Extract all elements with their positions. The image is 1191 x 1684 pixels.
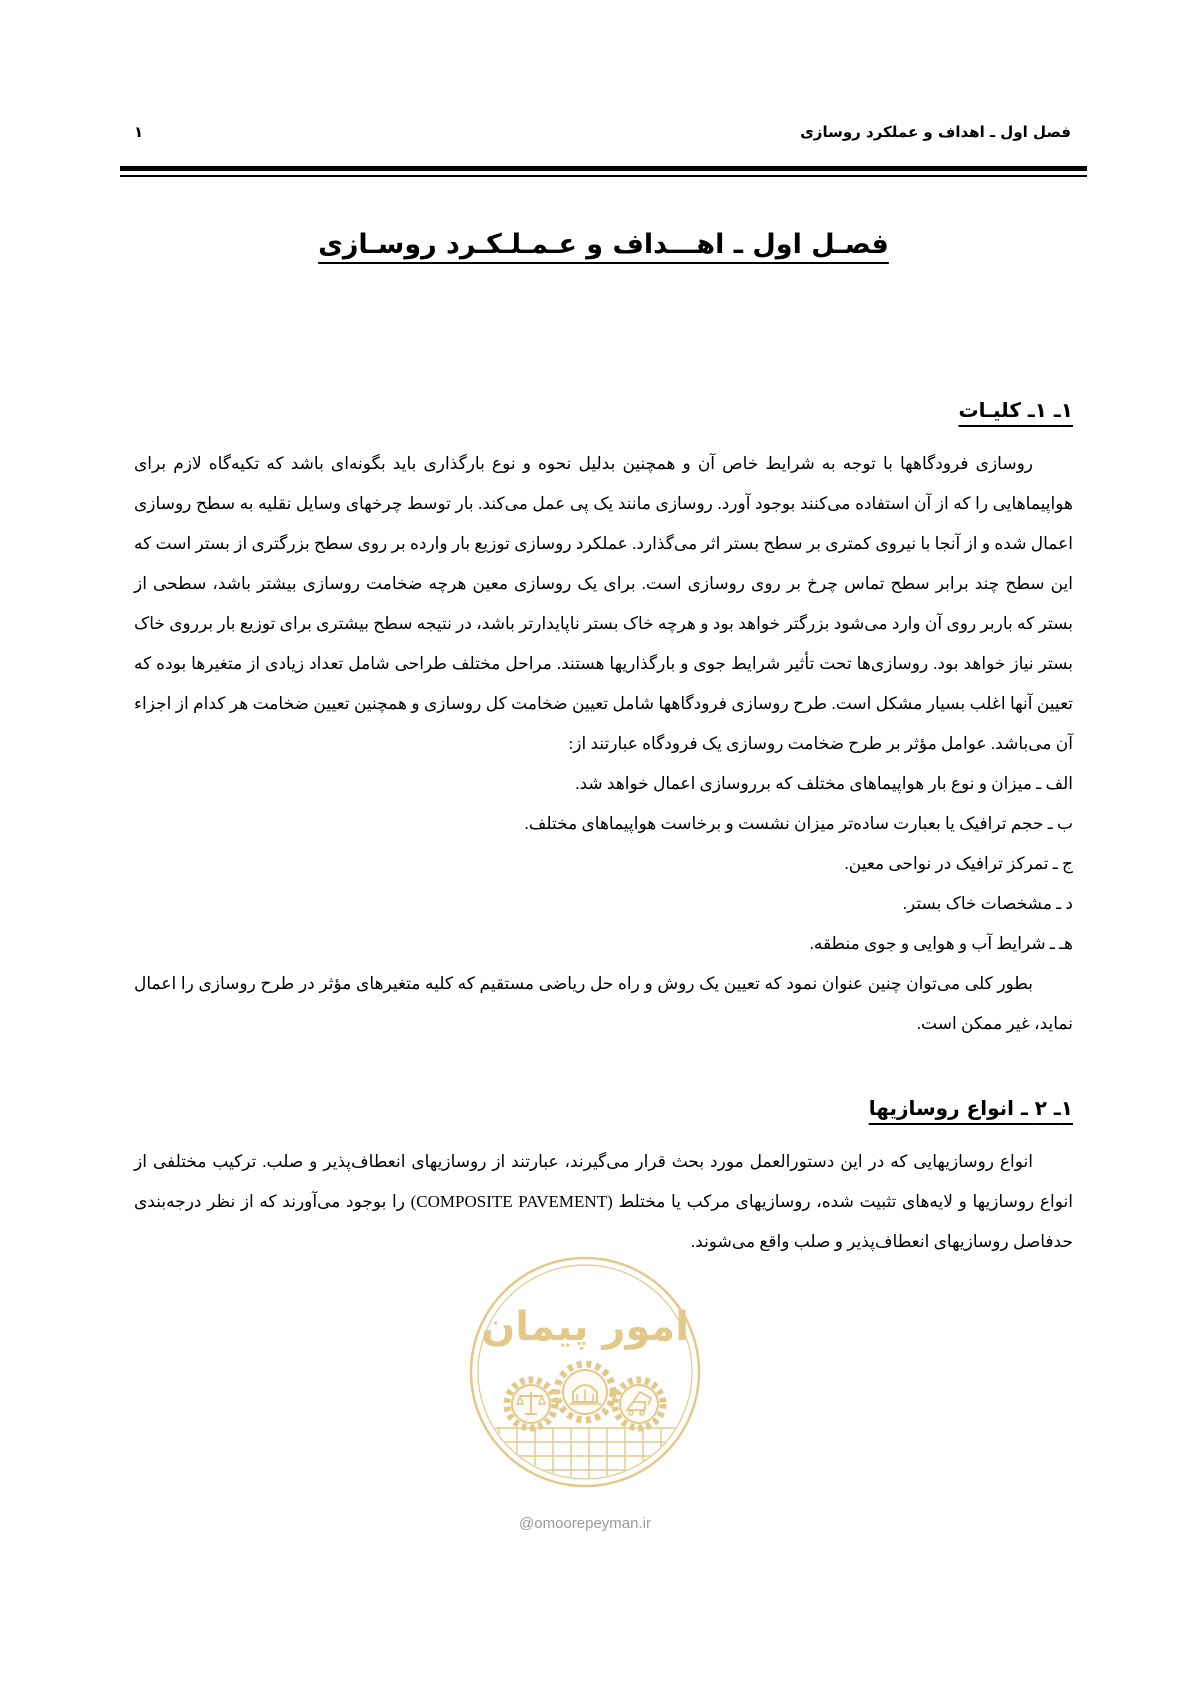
running-title: فصل اول ـ اهداف و عملکرد روسازی bbox=[800, 123, 1071, 141]
header-rule-thin bbox=[120, 175, 1087, 177]
chapter-title: فصـل اول ـ اهـــداف و عـمـلـکـرد روسـازی bbox=[318, 229, 889, 260]
body-content bbox=[134, 388, 1073, 1262]
factor-list-item: ب ـ حجم ترافیک یا بعبارت ساده‌تر میزان نشست و برخاست هواپیماهای مختلف. bbox=[524, 814, 1073, 833]
factor-list-item: هـ ـ شرایط آب و هوایی و جوی منطقه. bbox=[809, 934, 1073, 953]
factor-list-item: الف ـ میزان و نوع بار هواپیماهای مختلف که برروسازی اعمال خواهد شد. bbox=[575, 774, 1073, 793]
paragraph-pavement-types: انواع روسازیهایی که در این دستورالعمل مورد بحث قرار می‌گیرند، عبارتند از روسازیهای انعطاف‌پذیر و صلب. ترکیب مختلفی از انواع روسازیها و لایه‌های تثبیت شده، روسازیهای مرکب یا مختلط (COMPOSITE PAVEMENT) را بوجود می‌آورند که از نظر درجه‌بندی حدفاصل روسازیهای انعطاف‌پذیر و صلب واقع می‌شوند. bbox=[134, 1152, 1074, 1251]
watermark-seal bbox=[465, 1252, 705, 1492]
running-header bbox=[134, 116, 1071, 148]
section-heading-generalities: ۱ـ ۱ـ کلیـات bbox=[958, 398, 1073, 422]
factor-list-item: د ـ مشخصات خاک بستر. bbox=[902, 894, 1073, 913]
seal-base-grid bbox=[475, 1428, 695, 1492]
section-heading-pavement-types: ۱ـ ۲ ـ انواع روسازیها bbox=[868, 1096, 1073, 1120]
scales-icon bbox=[507, 1380, 555, 1428]
factor-list-item: ج ـ تمرکز ترافیک در نواحی معین. bbox=[844, 854, 1073, 873]
watermark-site-address: @omoorepeyman.ir bbox=[519, 1515, 651, 1532]
page-number: ۱ bbox=[134, 123, 144, 141]
paragraph-generalities-conclusion: بطور کلی می‌توان چنین عنوان نمود که تعیین یک روش و راه حل ریاضی مستقیم که کلیه متغیرهای مؤثر در طرح روسازی را اعمال نماید، غیر ممکن است. bbox=[134, 974, 1073, 1033]
excavator-icon bbox=[615, 1380, 663, 1428]
paragraph-generalities-intro: روسازی فرودگاهها با توجه به شرایط خاص آن و همچنین بدلیل نحوه و نوع بارگذاری باید بگونه‌ای باشد که تکیه‌گاه لازم برای هواپیماهایی را که از آن استفاده می‌کنند بوجود آورد. روسازی مانند یک پی عمل می‌کند. بار توسط چرخهای وسایل نقلیه به سطح روسازی اعمال شده و از آنجا با نیروی کمتری بر سطح بستر اثر می‌گذارد. عملکرد روسازی توزیع بار وارده بر روی سطح بزرگتری از بستر است که این سطح چند برابر سطح تماس چرخ بر روی روسازی است. برای یک روسازی معین هرچه ضخامت روسازی بیشتر باشد، سطحی از بستر که باربر روی آن وارد می‌شود بزرگتر خواهد بود و هرچه خاک بستر ناپایدارتر باشد، در نتیجه سطح بیشتری برای توزیع بار برروی خاک بستر نیاز خواهد بود. روسازی‌ها تحت تأثیر شرایط جوی و بارگذاریها هستند. مراحل مختلف طراحی شامل تعداد زیادی از متغیرها بوده که تعیین آنها اغلب بسیار مشکل است. طرح روسازی فرودگاهها شامل تعیین ضخامت کل روسازی و همچنین تعیین ضخامت هر کدام از اجزاء آن می‌باشد. عوامل مؤثر بر طرح ضخامت روسازی یک فرودگاه عبارتند از: bbox=[134, 454, 1073, 753]
header-rule-thick bbox=[120, 166, 1087, 171]
seal-lettering: امور پیمان bbox=[481, 1304, 689, 1350]
dome-building-icon bbox=[557, 1364, 613, 1420]
